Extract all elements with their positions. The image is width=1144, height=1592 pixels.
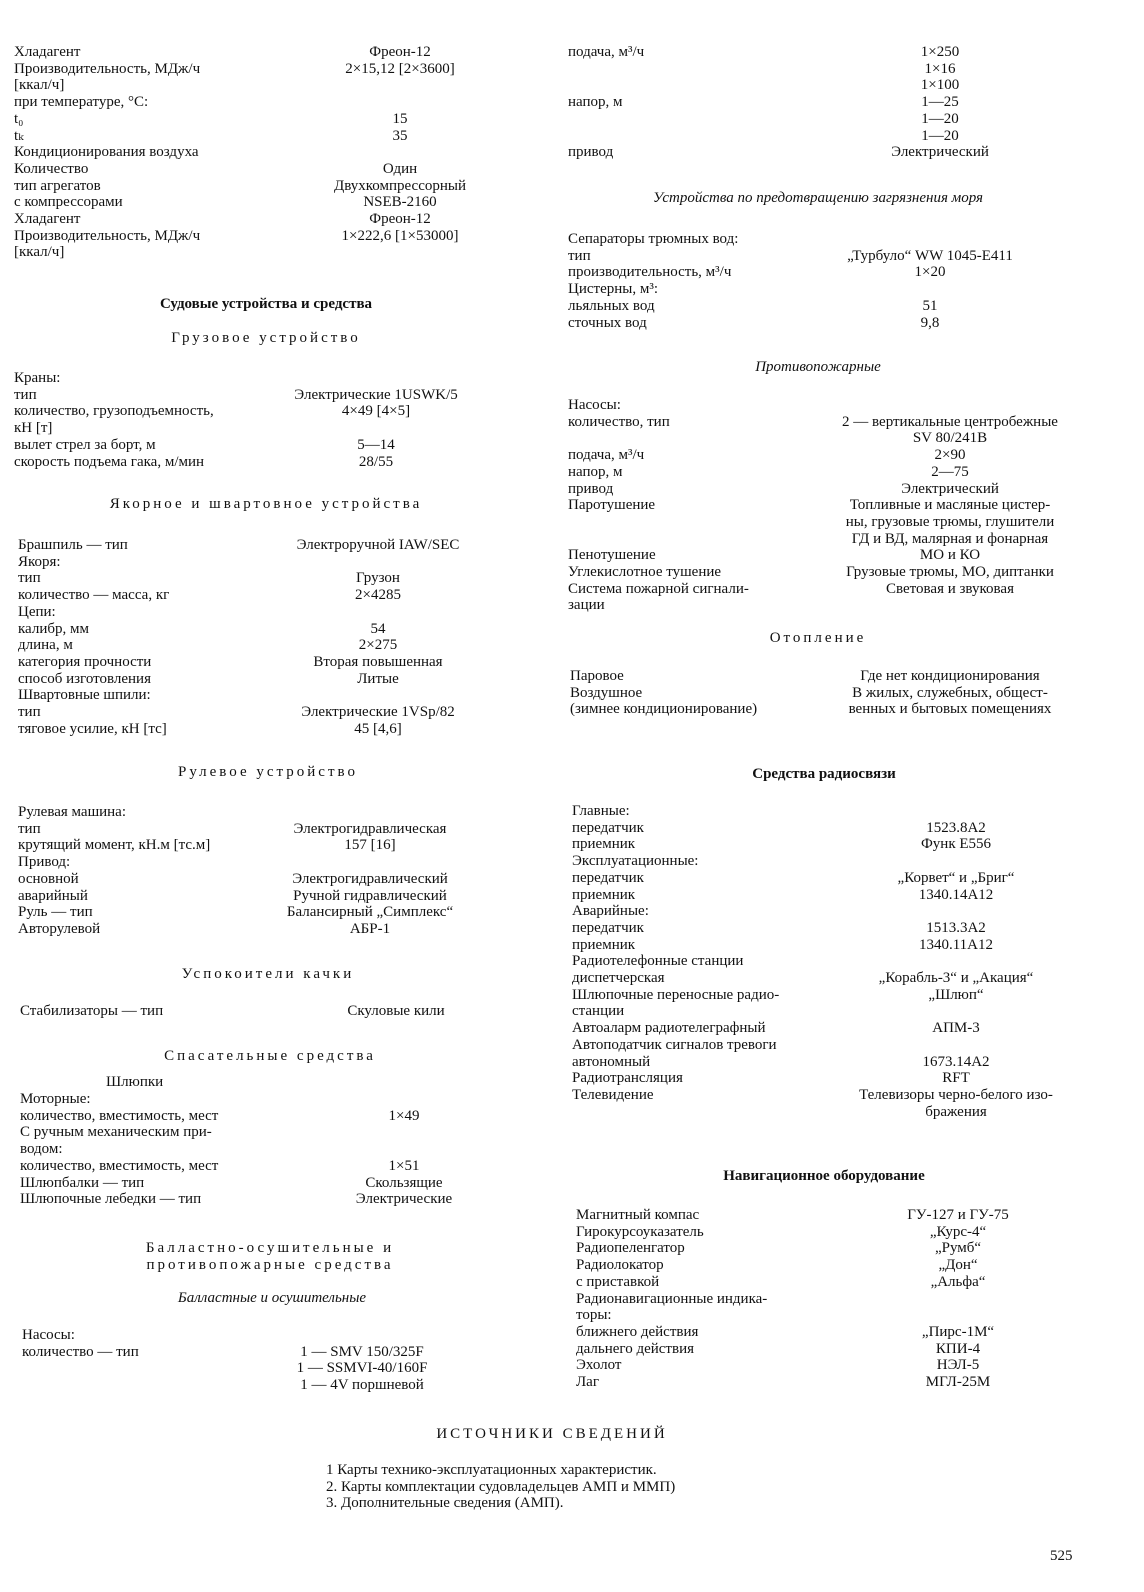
refrig-label: Количество xyxy=(14,160,89,177)
pollution-label: производительность, м³/ч xyxy=(568,264,732,281)
refrig-value: 35 xyxy=(392,127,408,144)
pollution-label: Цистерны, м³: xyxy=(568,281,658,298)
navigation-value: „Курс-4“ xyxy=(929,1223,987,1240)
refrig-label: Хладагент xyxy=(14,211,81,227)
radio-value: „Корвет“ и „Бриг“ xyxy=(897,869,1015,886)
cargo-label: тип xyxy=(14,386,37,403)
fire-value: Грузовые трюмы, МО, диптанки xyxy=(846,564,1054,580)
rescue-label: количество, вместимость, мест xyxy=(20,1157,219,1174)
refrig-label: Кондиционирования воздуха xyxy=(14,144,199,161)
refrig-label: [ккал/ч] xyxy=(14,77,65,94)
navigation-label: с приставкой xyxy=(576,1273,660,1290)
anchor-label: калибр, мм xyxy=(18,620,89,637)
section-title-rescue: Спасательные средства xyxy=(164,1048,376,1064)
ballast-value: 1 — SMV 150/325F xyxy=(300,1343,424,1360)
refrig-label: при температуре, °С: xyxy=(14,94,149,111)
anchor-value: Электрические 1VSp/82 xyxy=(301,704,455,720)
heating-value: венных и бытовых помещениях xyxy=(848,701,1052,718)
page-number: 525 xyxy=(1050,1548,1073,1564)
pollution-label: сточных вод xyxy=(568,314,647,331)
anchor-value: 54 xyxy=(370,620,386,637)
cargo-label: вылет стрел за борт, м xyxy=(14,436,156,453)
refrig-label: Производительность, МДж/ч xyxy=(14,227,201,244)
navigation-label: Радиопеленгатор xyxy=(576,1240,685,1257)
refrig-value: Фреон-12 xyxy=(369,211,431,227)
refrig-value: 15 xyxy=(392,110,408,127)
anchor-label: количество — масса, кг xyxy=(18,587,170,604)
steering-label: крутящий момент, кН.м [тс.м] xyxy=(18,837,211,854)
sources-title: ИСТОЧНИКИ СВЕДЕНИЙ xyxy=(436,1426,668,1442)
refrig-value: 1×222,6 [1×53000] xyxy=(341,227,459,244)
rescue-label: С ручным механическим при- xyxy=(20,1124,212,1141)
radio-label: приемник xyxy=(572,936,636,953)
navigation-label: ближнего действия xyxy=(576,1323,699,1340)
refrig-value: Фреон-12 xyxy=(369,44,431,60)
navigation-value: „Дон“ xyxy=(938,1257,978,1274)
steering-label: аварийный xyxy=(18,887,88,904)
anchor-value: Грузон xyxy=(356,570,400,587)
fire-label: Углекислотное тушение xyxy=(568,564,722,580)
navigation-value: „Румб“ xyxy=(934,1240,982,1257)
cargo-label: Краны: xyxy=(14,370,61,386)
fire-value: Электрический xyxy=(901,480,999,497)
ballast-pumps-label: привод xyxy=(568,144,614,161)
stabilizers-label: Стабилизаторы — тип xyxy=(20,1003,164,1019)
cargo-value: 4×49 [4×5] xyxy=(341,403,411,420)
radio-value: 1513.3А2 xyxy=(926,919,986,936)
anchor-value: Вторая повышенная xyxy=(313,653,443,670)
pollution-value: „Турбуло“ WW 1045-E411 xyxy=(847,247,1013,264)
navigation-value: НЭЛ-5 xyxy=(936,1357,980,1374)
navigation-label: Магнитный компас xyxy=(576,1207,700,1223)
section-title-steering: Рулевое устройство xyxy=(177,764,358,780)
fire-value: 2 — вертикальные центробежные xyxy=(842,413,1058,430)
pollution-value: 9,8 xyxy=(920,314,940,331)
heating-label: Воздушное xyxy=(570,684,643,701)
fire-label: Паротушение xyxy=(568,497,656,514)
radio-label: Эксплуатационные: xyxy=(572,853,699,870)
rescue-label: количество, вместимость, мест xyxy=(20,1107,219,1124)
radio-label: передатчик xyxy=(572,919,644,936)
radio-label: Радиотрансляция xyxy=(572,1070,683,1087)
radio-label: станции xyxy=(572,1003,625,1020)
cargo-value: 28/55 xyxy=(358,453,394,470)
fire-label: напор, м xyxy=(568,463,623,480)
radio-value: 1523.8А2 xyxy=(926,819,986,836)
section-title-anchor: Якорное и швартовное устройства xyxy=(109,496,423,512)
radio-label: Шлюпочные переносные радио- xyxy=(572,986,780,1003)
cargo-label: количество, грузоподъемность, xyxy=(14,403,214,420)
heating-label: (зимнее кондиционирование) xyxy=(570,701,758,718)
anchor-value: 2×275 xyxy=(358,637,398,654)
anchor-label: тяговое усилие, кН [тс] xyxy=(18,720,167,737)
ballast-pumps-value: 1—25 xyxy=(921,94,959,111)
anchor-label: Якоря: xyxy=(18,553,61,570)
section-title-radio: Средства радиосвязи xyxy=(752,766,896,782)
anchor-value: 2×4285 xyxy=(355,587,401,604)
stabilizers-value: Скуловые кили xyxy=(347,1003,445,1019)
section-subtitle-ballast: Балластные и осушительные xyxy=(177,1290,367,1306)
radio-label: Главные: xyxy=(572,803,630,819)
heating-label: Паровое xyxy=(570,668,624,684)
ballast-pumps-label: напор, м xyxy=(568,94,623,111)
anchor-label: Брашпиль — тип xyxy=(18,537,128,553)
anchor-label: категория прочности xyxy=(18,653,152,670)
radio-value: Функ Е556 xyxy=(920,836,992,853)
navigation-value: КПИ-4 xyxy=(935,1340,981,1357)
radio-label: Аварийные: xyxy=(572,903,649,920)
fire-value: Световая и звуковая xyxy=(886,580,1014,597)
radio-value: 1340.14А12 xyxy=(918,886,994,903)
section-title-cargo: Грузовое устройство xyxy=(171,330,361,346)
radio-value: „Корабль-3“ и „Акация“ xyxy=(878,970,1034,986)
ballast-pumps-value: 1—20 xyxy=(921,110,959,127)
refrig-label: tₖ xyxy=(14,127,24,144)
fire-label: Насосы: xyxy=(568,397,621,413)
rescue-value: 1×51 xyxy=(388,1157,420,1174)
section-title-navigation: Навигационное оборудование xyxy=(723,1168,925,1184)
navigation-label: Лаг xyxy=(576,1374,599,1390)
source-item: 3. Дополнительные сведения (АМП). xyxy=(326,1495,564,1511)
section-title-pollution: Устройства по предотвращению загрязнения моря xyxy=(652,190,984,206)
fire-value: ГД и ВД, малярная и фонарная xyxy=(851,530,1049,547)
fire-value: 2—75 xyxy=(931,463,969,480)
fire-value: ны, грузовые трюмы, глушители xyxy=(845,513,1055,530)
anchor-value: Электроручной IAW/SEC xyxy=(296,537,460,553)
refrig-label: Хладагент xyxy=(14,44,81,60)
section-title-ballast: Балластно-осушительные и xyxy=(145,1240,395,1256)
radio-label: автономный xyxy=(572,1053,651,1070)
steering-value: АБР-1 xyxy=(349,920,391,937)
rescue-label: водом: xyxy=(20,1141,63,1158)
radio-value: 1340.11А12 xyxy=(918,936,994,953)
radio-value: АПМ-3 xyxy=(932,1020,980,1037)
rescue-label: Шлюпбалки — тип xyxy=(20,1174,145,1191)
steering-label: Привод: xyxy=(18,854,71,871)
fire-value: 2×90 xyxy=(934,447,966,464)
refrig-label: [ккал/ч] xyxy=(14,244,65,261)
navigation-value: „Альфа“ xyxy=(930,1273,986,1290)
anchor-label: способ изготовления xyxy=(18,670,151,687)
section-title-ship-devices: Судовые устройства и средства xyxy=(159,296,373,312)
steering-value: Электрогидравлический xyxy=(292,870,448,887)
steering-value: Электрогидравлическая xyxy=(293,820,447,837)
radio-label: передатчик xyxy=(572,819,644,836)
rescue-value: Электрические xyxy=(355,1191,453,1208)
rescue-label: Шлюпочные лебедки — тип xyxy=(20,1191,202,1208)
navigation-label: Радионавигационные индика- xyxy=(576,1290,768,1307)
anchor-label: длина, м xyxy=(18,637,73,654)
navigation-value: ГУ-127 и ГУ-75 xyxy=(907,1207,1009,1223)
radio-value: Телевизоры черно-белого изо- xyxy=(859,1086,1053,1103)
ballast-pumps-label: подача, м³/ч xyxy=(568,44,645,60)
ballast-pumps-value: Электрический xyxy=(891,144,989,161)
section-title-ballast-2: противопожарные средства xyxy=(146,1257,394,1273)
cargo-label: кН [т] xyxy=(14,420,53,437)
rescue-value: 1×49 xyxy=(388,1107,420,1124)
heating-value: В жилых, служебных, общест- xyxy=(852,684,1048,701)
radio-label: Телевидение xyxy=(572,1086,654,1103)
navigation-label: Эхолот xyxy=(576,1357,622,1374)
steering-label: Рулевая машина: xyxy=(18,804,126,820)
steering-label: Авторулевой xyxy=(18,920,101,937)
rescue-value: Скользящие xyxy=(365,1174,443,1191)
ballast-value: 1 — SSMVI-40/160F xyxy=(296,1360,428,1377)
radio-value: 1673.14А2 xyxy=(922,1053,990,1070)
steering-label: Руль — тип xyxy=(18,904,93,921)
fire-label: Пенотушение xyxy=(568,547,656,564)
fire-label: подача, м³/ч xyxy=(568,447,645,464)
ballast-value: 1 — 4V поршневой xyxy=(300,1377,424,1394)
section-title-fire: Противопожарные xyxy=(755,359,881,375)
refrig-label: Производительность, МДж/ч xyxy=(14,60,201,77)
navigation-label: Радиолокатор xyxy=(576,1257,664,1274)
anchor-value: Литые xyxy=(357,670,399,687)
navigation-label: торы: xyxy=(576,1307,612,1324)
rescue-label: Моторные: xyxy=(20,1091,91,1107)
radio-label: Радиотелефонные станции xyxy=(572,953,744,970)
heating-value: Где нет кондиционирования xyxy=(860,668,1040,684)
navigation-label: Гирокурсоуказатель xyxy=(576,1223,704,1240)
anchor-value: 45 [4,6] xyxy=(354,720,402,737)
ballast-pumps-value: 1—20 xyxy=(921,127,959,144)
cargo-label: скорость подъема гака, м/мин xyxy=(14,453,205,470)
refrig-label: тип агрегатов xyxy=(14,177,101,194)
radio-label: приемник xyxy=(572,886,636,903)
pollution-value: 51 xyxy=(922,297,938,314)
fire-label: зации xyxy=(568,597,605,614)
radio-label: диспетчерская xyxy=(572,970,665,986)
ballast-pumps-value: 1×250 xyxy=(920,44,960,60)
cargo-value: 5—14 xyxy=(357,436,395,453)
navigation-value: „Пирс-1М“ xyxy=(921,1323,995,1340)
anchor-label: Швартовные шпили: xyxy=(18,687,151,704)
refrig-label: t₀ xyxy=(14,110,24,127)
anchor-label: тип xyxy=(18,570,41,587)
source-item: 1 Карты технико-эксплуатационных характеристик. xyxy=(326,1462,657,1478)
pollution-label: Сепараторы трюмных вод: xyxy=(568,231,739,247)
radio-label: передатчик xyxy=(572,869,644,886)
section-title-heating: Отопление xyxy=(769,630,867,646)
refrig-label: с компрессорами xyxy=(14,194,123,211)
pollution-label: тип xyxy=(568,247,591,264)
fire-label: количество, тип xyxy=(568,413,670,430)
navigation-label: дальнего действия xyxy=(576,1340,695,1357)
pollution-value: 1×20 xyxy=(914,264,946,281)
steering-label: основной xyxy=(18,870,79,887)
navigation-value: МГЛ-25М xyxy=(925,1374,991,1390)
pollution-label: льяльных вод xyxy=(568,297,655,314)
refrig-value: 2×15,12 [2×3600] xyxy=(345,60,455,77)
steering-value: 157 [16] xyxy=(344,837,396,854)
refrig-value: Один xyxy=(382,160,418,177)
ballast-label: Насосы: xyxy=(22,1327,75,1343)
fire-value: Топливные и масляные цистер- xyxy=(849,497,1051,514)
steering-value: Балансирный „Симплекс“ xyxy=(286,904,454,921)
source-item: 2. Карты комплектации судовладельцев АМП и ММП) xyxy=(326,1478,676,1495)
section-title-stabilizers: Успокоители качки xyxy=(181,966,355,982)
anchor-label: Цепи: xyxy=(18,603,56,620)
radio-value: бражения xyxy=(925,1103,987,1120)
radio-value: RFT xyxy=(942,1070,970,1087)
anchor-label: тип xyxy=(18,704,41,720)
boats-subtitle: Шлюпки xyxy=(106,1074,164,1090)
refrig-value: NSEB-2160 xyxy=(363,194,437,211)
ballast-label: количество — тип xyxy=(22,1343,139,1360)
cargo-value: Электрические 1USWK/5 xyxy=(294,386,458,403)
steering-value: Ручной гидравлический xyxy=(293,887,447,904)
ballast-pumps-value: 1×16 xyxy=(924,60,956,77)
fire-value: МО и КО xyxy=(919,547,981,564)
fire-value: SV 80/241B xyxy=(912,430,988,447)
radio-value: „Шлюп“ xyxy=(928,986,984,1003)
fire-label: Система пожарной сигнали- xyxy=(568,580,749,597)
ballast-pumps-value: 1×100 xyxy=(920,77,960,94)
steering-label: тип xyxy=(18,820,41,837)
refrig-value: Двухкомпрессорный xyxy=(333,177,467,194)
radio-label: Автоподатчик сигналов тревоги xyxy=(572,1036,777,1053)
radio-label: приемник xyxy=(572,836,636,853)
radio-label: Автоаларм радиотелеграфный xyxy=(572,1020,766,1037)
fire-label: привод xyxy=(568,480,614,497)
